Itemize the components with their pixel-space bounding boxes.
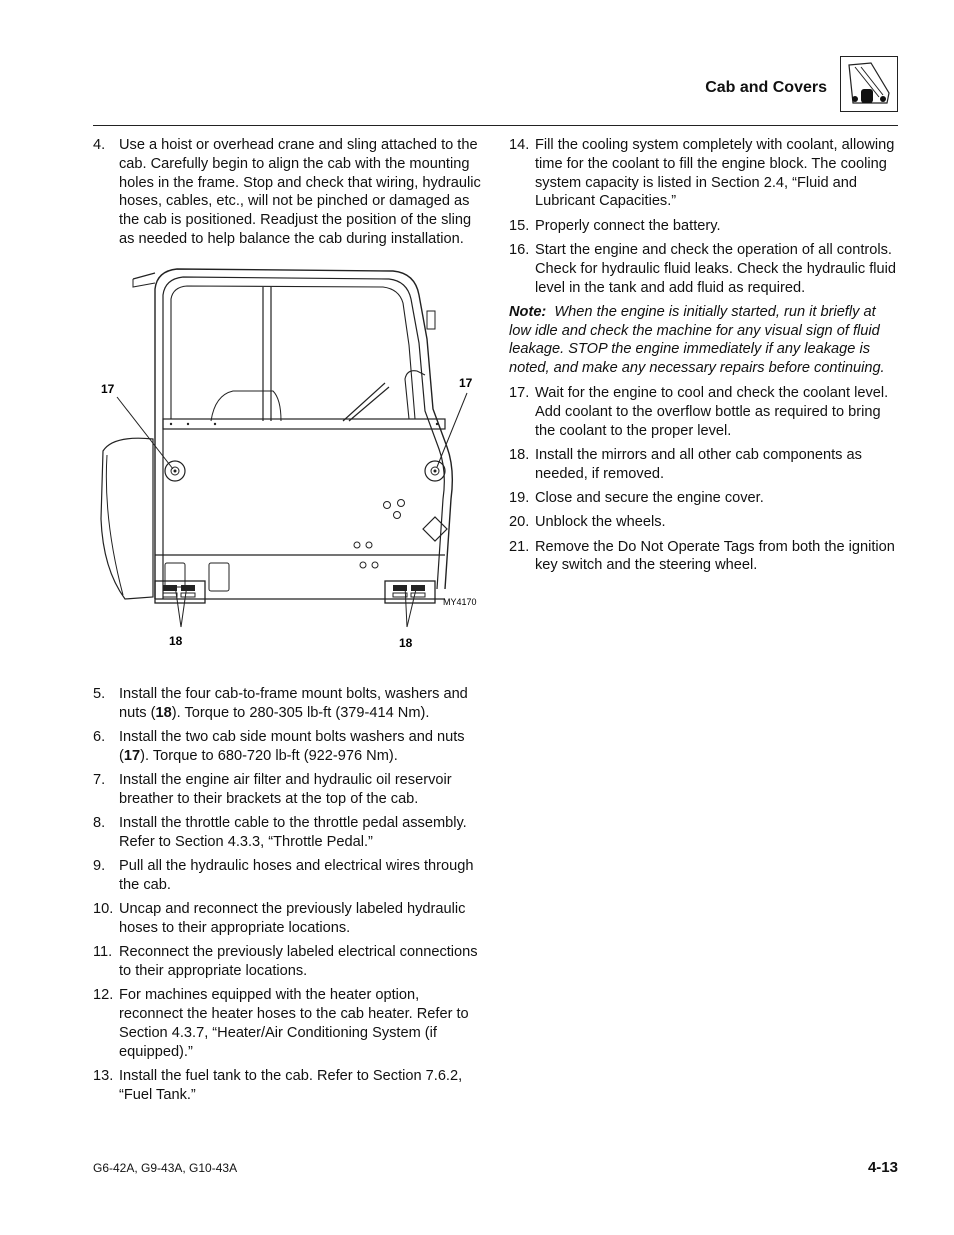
step-item <box>509 489 901 508</box>
step-number: 11. <box>93 944 113 961</box>
step-number: 14. <box>509 137 530 153</box>
step-item <box>93 900 485 938</box>
page-number: 4-13 <box>867 1159 898 1176</box>
step-number: 15. <box>509 217 530 234</box>
step-number: 13. <box>93 1068 114 1085</box>
cab-installation-figure <box>93 259 485 679</box>
step-text-part: ). Torque to 680-720 lb-ft (922-976 Nm). <box>140 747 398 764</box>
step-text: Install the mirrors and all other cab components as needed, if removed. <box>535 446 862 482</box>
frame-mount-right <box>385 581 435 603</box>
step-text: For machines equipped with the heater option, reconnect the heater hoses to the cab heater. Refer to Section 4.3.7, “Heater/Air Conditioning System (if equipped).” <box>119 987 469 1060</box>
step-item <box>93 685 485 723</box>
step-number: 20. <box>509 514 530 531</box>
note-text: When the engine is initially started, run it briefly at low idle and check the machine for any visual sign of fluid leakage. STOP the engine immediately if any leakage is noted, and make any necessary repairs before continuing. <box>509 303 885 377</box>
callout-18-left: 18 <box>169 633 183 648</box>
cab-drawing <box>93 259 485 679</box>
step-text <box>119 685 485 723</box>
step-text: Remove the Do Not Operate Tags from both the ignition key switch and the steering wheel. <box>535 538 895 574</box>
footer-models: G6-42A, G9-43A, G10-43A <box>93 1161 238 1175</box>
step-text: Install the engine air filter and hydraulic oil reservoir breather to their brackets at the top of the cab. <box>119 771 452 807</box>
step-number: 9. <box>93 858 106 875</box>
callout-reference: 18 <box>155 704 172 721</box>
step-item <box>93 943 485 981</box>
step-item <box>509 136 901 211</box>
callout-17-right: 17 <box>459 375 473 390</box>
step-item <box>93 136 485 249</box>
step-item <box>509 384 901 440</box>
step-text: Unblock the wheels. <box>535 514 666 531</box>
step-number: 10. <box>93 901 114 918</box>
step-text <box>119 728 485 766</box>
step-text: Start the engine and check the operation of all controls. Check for hydraulic fluid leaks. Check the hydraulic fluid level in the tank and add fluid as required. <box>535 241 896 296</box>
step-number: 4. <box>93 137 106 153</box>
note <box>509 303 901 378</box>
step-item <box>509 217 901 236</box>
step-text: Close and secure the engine cover. <box>535 490 764 507</box>
section-title: Cab and Covers <box>705 79 827 96</box>
step-number: 19. <box>509 490 530 507</box>
step-number: 12. <box>93 987 114 1004</box>
step-text: Wait for the engine to cool and check the coolant level. Add coolant to the overflow bottle as required to bring the coolant to the proper level. <box>535 385 889 439</box>
cab-section-icon <box>840 56 898 112</box>
step-text: Fill the cooling system completely with coolant, allowing time for the coolant to fill the engine block. The cooling system capacity is listed in Section 2.4, “Fluid and Lubricant Capacities.” <box>535 137 895 210</box>
step-text-part: Install the four cab-to-frame mount bolts, washers and nuts ( <box>119 685 468 721</box>
step-item <box>93 857 485 895</box>
step-item <box>509 513 901 532</box>
step-number: 21. <box>509 538 530 555</box>
step-number: 5. <box>93 685 106 702</box>
step-number: 17. <box>509 385 530 402</box>
step-item <box>509 241 901 297</box>
step-text-part: Install the two cab side mount bolts washers and nuts ( <box>119 728 465 764</box>
step-item <box>93 1067 485 1105</box>
step-text: Install the throttle cable to the throttle pedal assembly. Refer to Section 4.3.3, “Throttle Pedal.” <box>119 815 467 850</box>
note-label: Note: <box>509 303 547 320</box>
step-text-part: ). Torque to 280-305 lb-ft (379-414 Nm). <box>171 704 430 721</box>
step-text: Install the fuel tank to the cab. Refer to Section 7.6.2, “Fuel Tank.” <box>119 1068 463 1103</box>
callout-reference: 17 <box>123 747 141 764</box>
step-text: Properly connect the battery. <box>535 217 721 234</box>
figure-id: MY4170 <box>443 596 477 607</box>
step-text: Use a hoist or overhead crane and sling attached to the cab. Carefully begin to align the cab with the mounting holes in the frame. Stop and check that wiring, hydraulic hoses, cables, etc., will not be pinched or damaged as the cab is positioned. Readjust the position of the sling as needed to help balance the cab during installation. <box>119 137 481 247</box>
header-rule <box>93 125 898 126</box>
step-item <box>93 771 485 809</box>
step-item <box>93 814 485 852</box>
step-item <box>93 728 485 766</box>
step-text: Pull all the hydraulic hoses and electrical wires through the cab. <box>119 858 474 893</box>
step-text: Reconnect the previously labeled electrical connections to their appropriate locations. <box>119 944 478 980</box>
step-text: Uncap and reconnect the previously labeled hydraulic hoses to their appropriate locations. <box>119 901 466 937</box>
step-item <box>93 986 485 1061</box>
step-number: 6. <box>93 728 106 745</box>
step-number: 8. <box>93 815 106 832</box>
callout-17-left: 17 <box>101 381 115 396</box>
right-column <box>509 136 901 581</box>
left-column <box>93 136 485 1110</box>
step-number: 18. <box>509 446 530 463</box>
step-number: 16. <box>509 241 530 258</box>
step-item <box>509 538 901 576</box>
step-number: 7. <box>93 771 106 788</box>
step-item <box>509 446 901 484</box>
callout-18-right: 18 <box>399 635 413 650</box>
